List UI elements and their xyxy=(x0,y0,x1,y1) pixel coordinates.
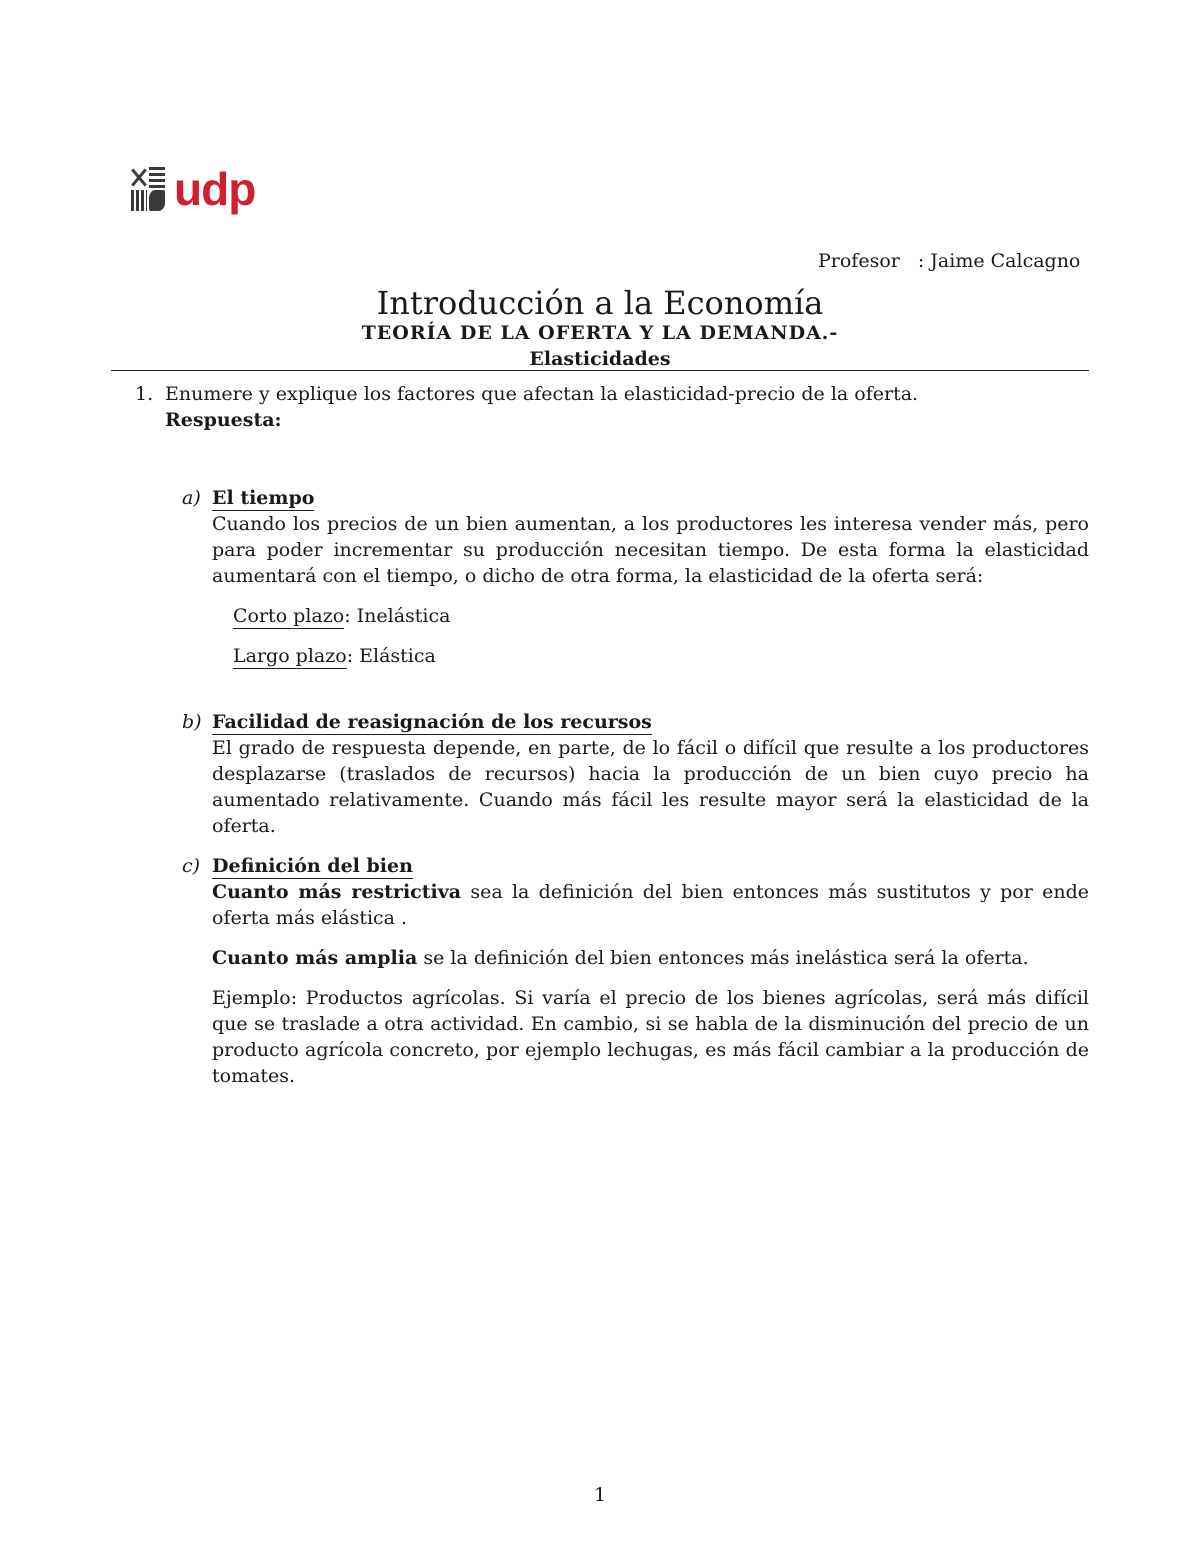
answer-label: Respuesta: xyxy=(165,409,282,431)
item-text: Cuando los precios de un bien aumentan, a los productores les interesa vender más, pero para poder incrementar su producción necesitan tiempo. De esta forma la elasticidad aumentará con el tiempo, o dicho de otra forma, la elasticidad de la oferta será: xyxy=(212,513,1089,587)
factor-item xyxy=(182,485,1089,669)
document-title: Introducción a la Economía xyxy=(376,284,824,322)
question xyxy=(135,381,1089,407)
question-number: 1. xyxy=(135,383,154,405)
bold-phrase: Cuanto más amplia xyxy=(212,947,418,969)
item-label: b) xyxy=(182,711,202,733)
item-heading: Definición del bien xyxy=(212,855,413,877)
item-heading: Facilidad de reasignación de los recursos xyxy=(212,711,652,733)
item-paragraph xyxy=(212,879,1089,931)
short-term-value: : Inelástica xyxy=(344,605,451,627)
item-heading: El tiempo xyxy=(212,487,315,509)
page-number: 1 xyxy=(593,1484,607,1506)
item-label: c) xyxy=(182,855,201,877)
university-crest-icon xyxy=(131,167,165,211)
item-paragraph xyxy=(212,945,1089,971)
question-text: Enumere y explique los factores que afectan la elasticidad-precio de la oferta. xyxy=(165,383,919,405)
professor-name: : Jaime Calcagno xyxy=(917,250,1081,272)
logo-text: udp xyxy=(174,163,256,215)
document-subtitle: TEORÍA DE LA OFERTA Y LA DEMANDA.- xyxy=(361,322,839,344)
long-term-value: : Elástica xyxy=(346,645,436,667)
document-topic: Elasticidades xyxy=(529,348,671,370)
long-term-line xyxy=(233,643,1089,669)
item-text: El grado de respuesta depende, en parte, de lo fácil o difícil que resulte a los productores desplazarse (traslados de recursos) hacia la producción de un bien cuyo precio ha aumentado relativamente. Cuando más fácil les resulte mayor será la elasticidad de la oferta. xyxy=(212,737,1089,837)
item-label: a) xyxy=(182,487,201,509)
factor-item xyxy=(182,853,1089,1089)
paragraph-rest: sea la definición del bien entonces más sustitutos y por ende oferta más elástica . xyxy=(212,881,1089,929)
document-body xyxy=(135,381,1089,1089)
short-term-line xyxy=(233,603,1089,629)
example-paragraph: Ejemplo: Productos agrícolas. Si varía el precio de los bienes agrícolas, será más difícil que se traslade a otra actividad. En cambio, si se habla de la disminución del precio de un producto agrícola concreto, por ejemplo lechugas, es más fácil cambiar a la producción de tomates. xyxy=(212,987,1089,1087)
header-divider xyxy=(111,370,1089,371)
long-term-label: Largo plazo xyxy=(233,645,347,667)
bold-phrase: Cuanto más restrictiva xyxy=(212,881,462,903)
short-term-label: Corto plazo xyxy=(233,605,345,627)
paragraph-rest: se la definición del bien entonces más inelástica será la oferta. xyxy=(417,947,1029,969)
factor-item xyxy=(182,709,1089,839)
professor-label: Profesor xyxy=(818,250,900,272)
professor-line xyxy=(818,250,1080,272)
udp-logo xyxy=(131,163,256,215)
